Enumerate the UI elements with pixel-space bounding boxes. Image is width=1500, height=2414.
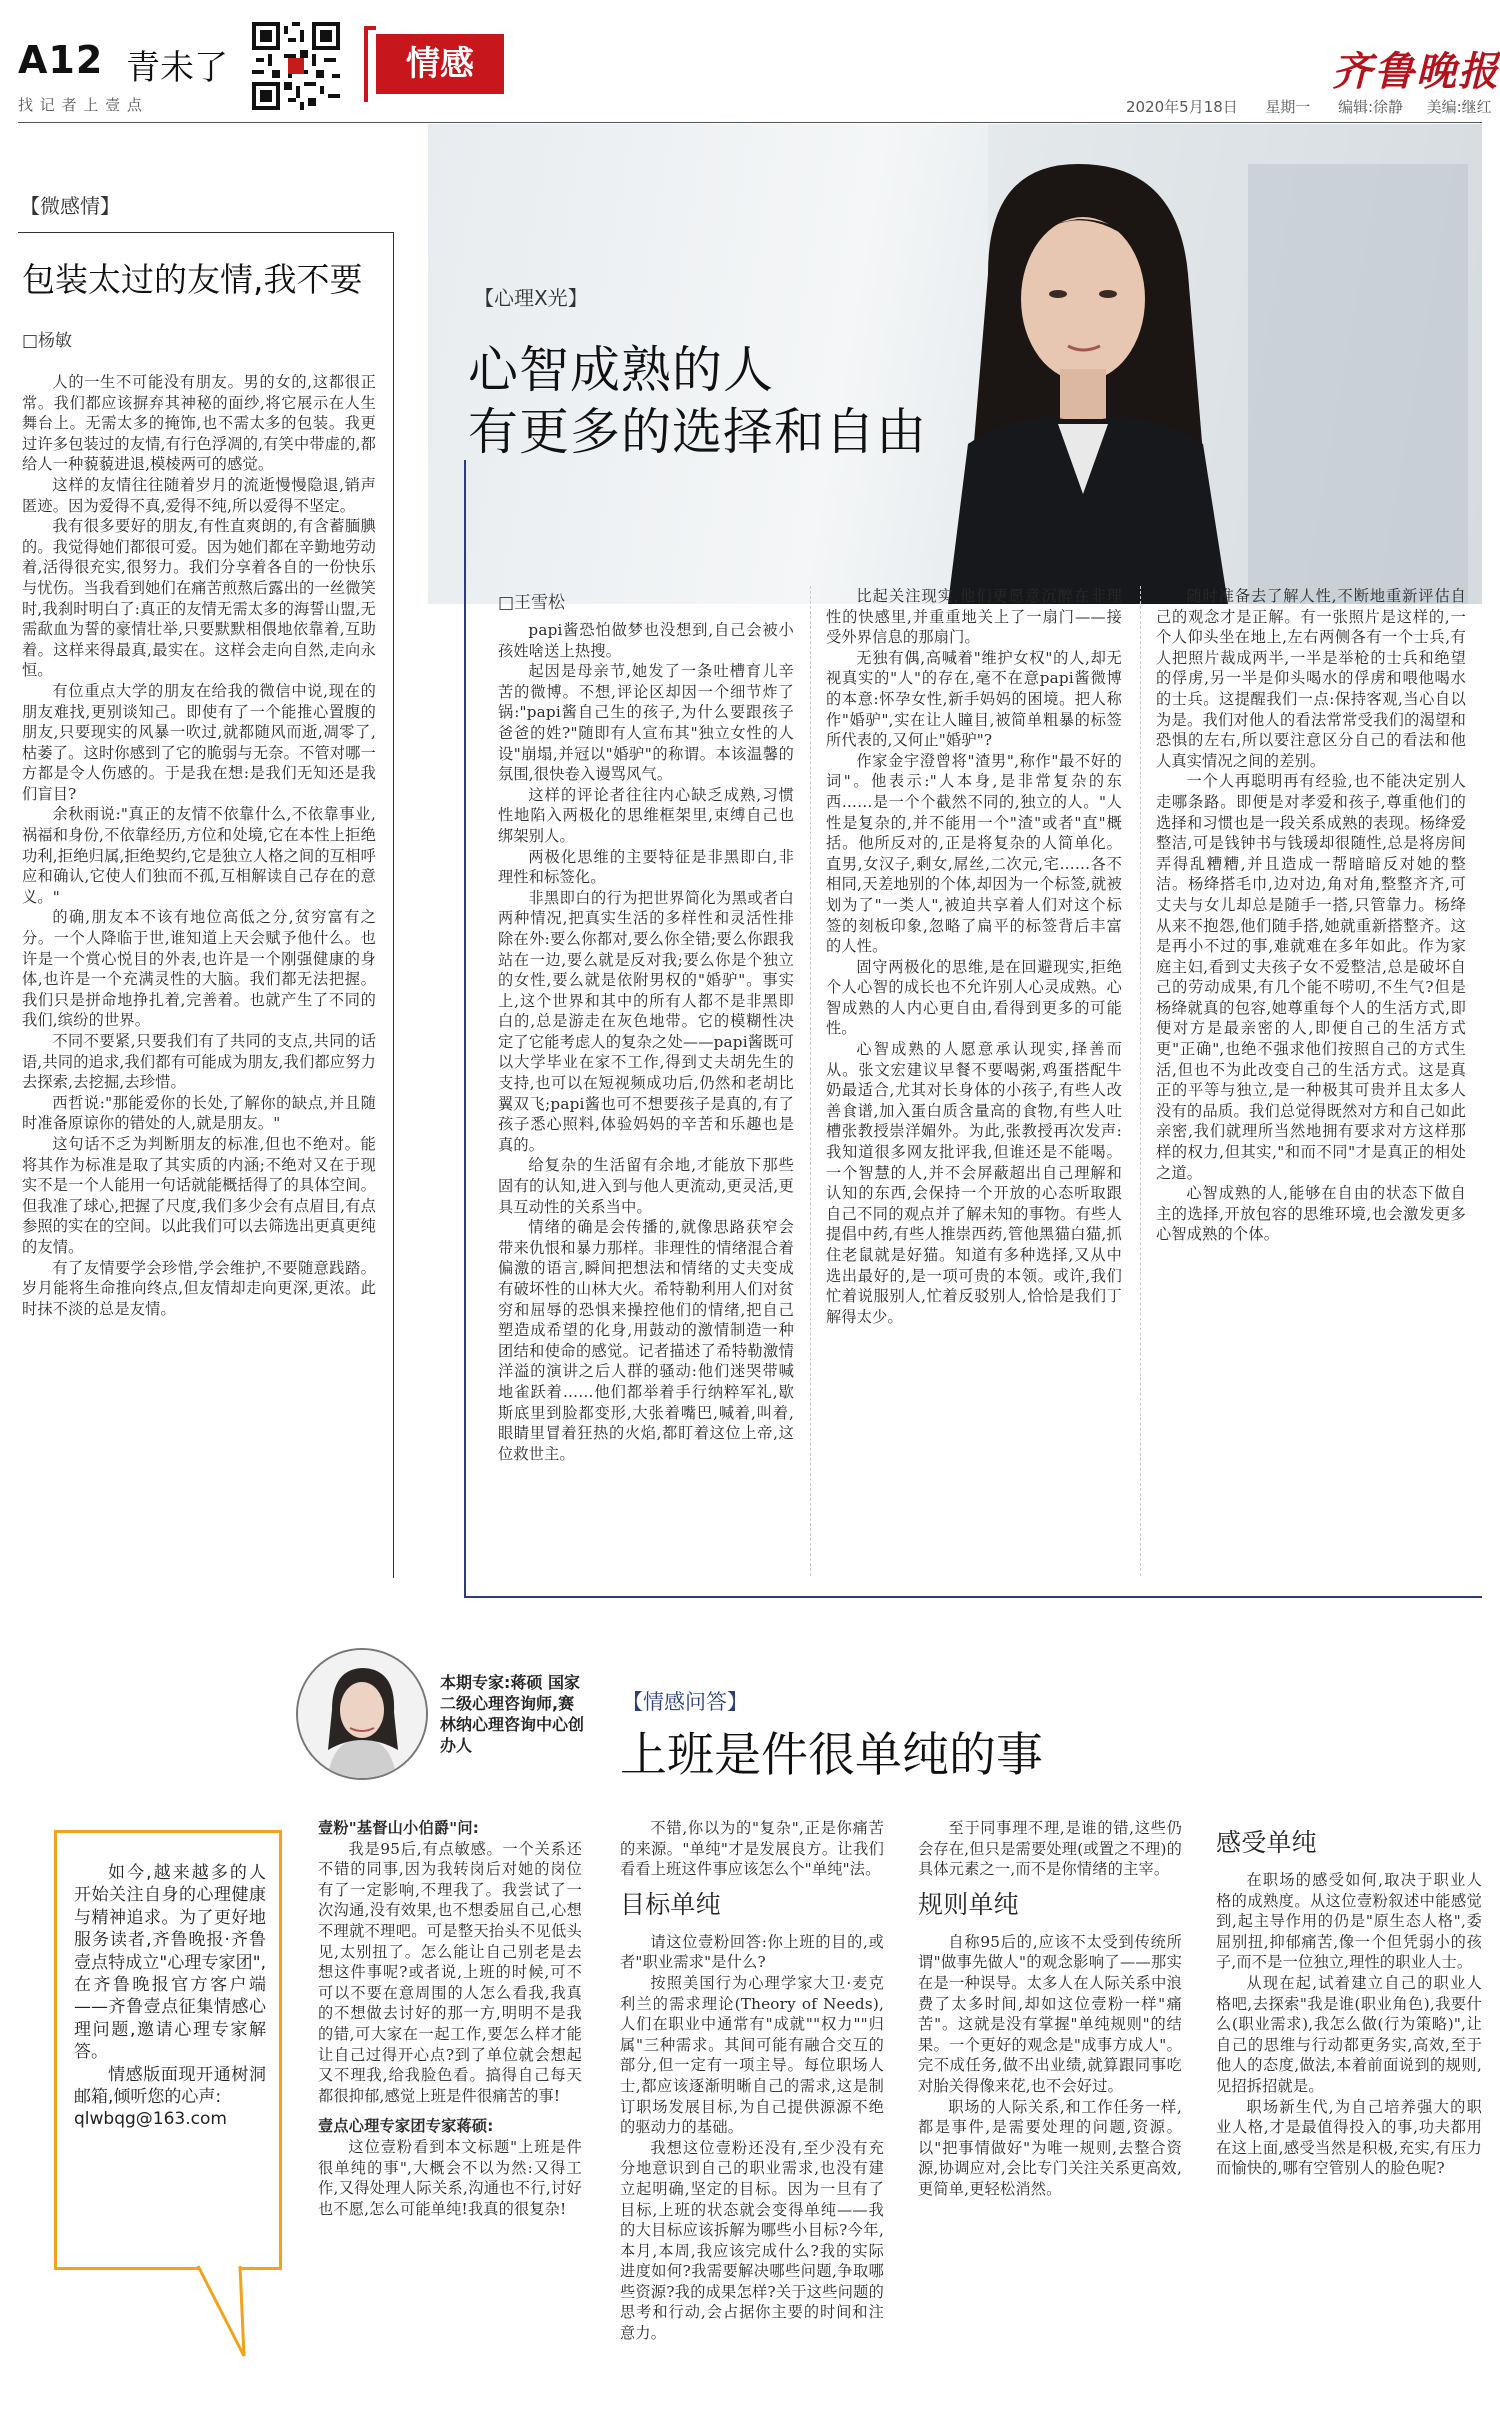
question-text: 我是95后,有点敏感。一个关系还不错的同事,因为我转岗后对她的岗位有了一定影响,不理我了。我尝试了一次沟通,没有效果,也不想委屈自己,心想不理就不理吧。可是整天抬头不见低头见,太别扭了。怎么能让自己别老是去想这件事呢?或者说,上班的时候,可不可以不要在意周围的人怎么看我,我真的不想做去讨好的那一方,明明不是我的错,可大家在一起工作,要怎么样才能让自己过得开心点?到了单位就会想起又不理我,给我脸色看。搞得自己每天都很抑郁,感觉上班是件很痛苦的事! xyxy=(318,1839,582,2105)
speech-bubble-tail-icon xyxy=(180,2264,250,2364)
channel-tab-corner xyxy=(364,26,376,102)
main-article-paragraph: 无独有偶,高喊着"维护女权"的人,却无视真实的"人"的存在,毫不在意papi酱微博的本意:怀孕女性,新手妈妈的困境。把人称作"婚驴",实在让人瞳目,被简单粗暴的标签所代表的,又何止"婚驴"? xyxy=(826,648,1122,750)
main-article-paragraph: 起因是母亲节,她发了一条吐槽育儿辛苦的微博。不想,评论区却因一个细节炸了锅:"papi酱自己生的孩子,为什么要跟孩子爸爸的姓?"随即有人宣布其"独立女性的人设"崩塌,并冠以"婚驴"的称谓。本该温馨的氛围,很快卷入谩骂风气。 xyxy=(498,662,794,784)
qr-code-icon xyxy=(252,22,340,110)
section-paragraph: 从现在起,试着建立自己的职业人格吧,去探索"我是谁(职业角色),我要什么(职业需求),我怎么做(行为策略)",让自己的思维与行动都更务实,高效,至于他人的态度,做法,本着前面说到的规则,见招拆招就是。 xyxy=(1216,1973,1482,2095)
question-label: 壹粉"基督山小伯爵"问: xyxy=(318,1819,479,1837)
left-article-body xyxy=(22,372,376,1319)
weekday: 星期一 xyxy=(1265,98,1311,116)
answer-paragraph: 这位壹粉看到本文标题"上班是件很单纯的事",大概会不以为然:又得工作,又得处理人际关系,沟通也不行,讨好也不愿,怎么可能单纯!我真的很复杂! xyxy=(318,2137,582,2218)
section-paragraph: 按照美国行为心理学家大卫·麦克利兰的需求理论(Theory of Needs),人们在职业中通常有"成就""权力""归属"三种需求。其间可能有融合交互的部分,但一定有一项主导。每位职场人士,都应该逐渐明晰自己的需求,这是制订职场发展目标,为自己提供源源不绝的驱动力的基础。 xyxy=(620,1973,884,2137)
editor: 编辑:徐静 xyxy=(1337,98,1404,116)
left-article-paragraph: 西哲说:"那能爱你的长处,了解你的缺点,并且随时准备原谅你的错处的人,就是朋友。" xyxy=(22,1093,376,1133)
left-article-title: 包装太过的友情,我不要 xyxy=(22,260,363,299)
channel-tab xyxy=(364,26,518,102)
left-article-paragraph: 有位重点大学的朋友在给我的微信中说,现在的朋友难找,更别谈知己。即使有了一个能推心置腹的朋友,只要现实的风暴一吹过,就都随风而逝,凋零了,枯萎了。这时你感到了它的脆弱与无奈。不管对哪一方都是令人伤感的。于是我在想:是我们无知还是我们盲目? xyxy=(22,681,376,803)
section-heading: 目标单纯 xyxy=(620,1889,721,1919)
left-article-paragraph: 不同不要紧,只要我们有了共同的支点,共同的话语,共同的追求,我们都有可能成为朋友,我们都应努力去探索,去挖掘,去珍惜。 xyxy=(22,1032,376,1092)
notice-text xyxy=(74,1862,266,2131)
answer-paragraph: 不错,你以为的"复杂",正是你痛苦的来源。"单纯"才是发展良方。让我们看看上班这件事应该怎么个"单纯"法。 xyxy=(620,1819,884,1879)
qa-col-4 xyxy=(1216,1818,1482,2179)
qa-col-1 xyxy=(318,1818,582,2219)
main-article-paragraph: 比起关注现实,他们更愿意沉醉在非理性的快感里,并重重地关上了一扇门——接受外界信息的那扇门。 xyxy=(826,587,1122,647)
left-article-paragraph: 这样的友情往往随着岁月的流逝慢慢隐退,销声匿迹。因为爱得不真,爱得不纯,所以爱得不坚定。 xyxy=(22,475,376,515)
main-article-paragraph: 随时准备去了解人性,不断地重新评估自己的观念才是正解。有一张照片是这样的,一个人仰头坐在地上,左右两侧各有一个士兵,有人把照片裁成两半,一半是举枪的士兵和绝望的俘虏,另一半是仰头喝水的俘虏和喂他喝水的士兵。这提醒我们一点:保持客观,当心自以为是。我们对他人的看法常常受我们的渴望和恐惧的左右,所以要注意区分自己的看法和他人真实情况之间的差别。 xyxy=(1156,587,1466,770)
qa-title: 上班是件很单纯的事 xyxy=(620,1728,1043,1783)
main-title-line1: 心智成熟的人 xyxy=(468,341,774,399)
section-paragraph: 职场新生代,为自己培养强大的职业人格,才是最值得投入的事,功夫都用在这上面,感受当然是积极,充实,有压力而愉快的,哪有空管别人的脸色呢? xyxy=(1216,2097,1482,2178)
column-divider xyxy=(810,586,811,1576)
main-article-paragraph: 心智成熟的人愿意承认现实,择善而从。张文宏建议早餐不要喝粥,鸡蛋搭配牛奶最适合,尤其对长身体的小孩子,有些人改善食谱,加入蛋白质含量高的食物,有些人吐槽张教授崇洋媚外。为此,张教授再次发声:我知道很多网友批评我,但谁还是不能喝。一个智慧的人,并不会屏蔽超出自己理解和认知的东西,会保持一个开放的心态听取跟自己不同的观点并了解未知的事物。有些人提倡中药,有些人推崇西药,管他黑猫白猫,抓住老鼠就是好猫。知道有多种选择,又从中选出最好的,是一项可贵的本领。或许,我们忙着说服别人,忙着反驳别人,恰恰是我们丁解得太少。 xyxy=(826,1040,1122,1326)
section-paragraph: 请这位壹粉回答:你上班的目的,或者"职业需求"是什么? xyxy=(620,1932,884,1972)
column-divider xyxy=(1140,586,1141,1576)
notice-mailbox: 情感版面现开通树洞邮箱,倾听您的心声: xyxy=(74,2064,266,2108)
main-article-author: □王雪松 xyxy=(498,593,566,613)
designer: 美编:继红 xyxy=(1426,98,1492,116)
left-article-paragraph: 余秋雨说:"真正的友情不依靠什么,不依靠事业,祸福和身份,不依靠经历,方位和处境,它在本性上拒绝功利,拒绝归属,拒绝契约,它是独立人格之间的互相呼应和确认,它使人们独而不孤,互相解读自己存在的意义。" xyxy=(22,805,376,906)
qa-tag: 【情感问答】 xyxy=(622,1690,748,1714)
notice-email[interactable]: qlwbqg@163.com xyxy=(74,2109,227,2130)
left-article-tag: 【微感情】 xyxy=(20,194,120,218)
main-title-line2: 有更多的选择和自由 xyxy=(468,403,927,461)
qa-col-2 xyxy=(620,1818,884,2344)
spacer xyxy=(318,2106,582,2116)
left-article-paragraph: 的确,朋友本不该有地位高低之分,贫穷富有之分。一个人降临于世,谁知道上天会赋予他什么。也许是一个赏心悦目的外表,也许是一个刚强健康的身体,也许是一个充满灵性的大脑。我们都无法把握。我们只是拼命地挣扎着,完善着。也就产生了不同的我们,缤纷的世界。 xyxy=(22,908,376,1030)
qa-col-3 xyxy=(918,1818,1182,2200)
main-article-paragraph: 情绪的确是会传播的,就像思路获窄会带来仇恨和暴力那样。非理性的情绪混合着偏激的语言,瞬间把想法和情绪的丈夫变成有破坏性的山林大火。希特勒利用人们对贫穷和屈辱的恐惧来操控他们的情绪,把自己塑造成希望的化身,用鼓动的激情制造一种团结和使命的感觉。记者描述了希特勒激情洋溢的演讲之后人群的骚动:他们迷哭带喊地雀跃着……他们都举着手行纳粹军礼,歇斯底里到脸都变形,大张着嘴巴,喊着,叫着,眼睛里冒着狂热的火焰,都盯着这位上帝,这位救世主。 xyxy=(498,1218,794,1463)
newspaper-logo: 齐鲁晚报 xyxy=(1332,48,1500,95)
expert-intro: 本期专家:蒋硕 国家二级心理咨询师,赛林纳心理咨询中心创办人 xyxy=(440,1673,585,1755)
main-article-col-2 xyxy=(826,586,1122,1327)
left-article-author: □杨敏 xyxy=(22,331,73,351)
left-article-paragraph: 这句话不乏为判断朋友的标准,但也不绝对。能将其作为标准是取了其实质的内涵;不绝对又在于现实不是一个人能用一句话就能概括得了的具体空间。但我准了球心,把握了尺度,我们多少会有点眉目,有点参照的实在的空间。以此我们可以去筛选出更真更纯的友情。 xyxy=(22,1134,376,1256)
left-article-paragraph: 人的一生不可能没有朋友。男的女的,这都很正常。我们都应该摒弃其神秘的面纱,将它展示在人生舞台上。无需太多的掩饰,也不需太多的包装。我更过许多包装过的友情,有行色浮凋的,有笑中带虚的,都给人一种藐藐进退,模棱两可的感觉。 xyxy=(22,373,376,474)
answer-label: 壹点心理专家团专家蒋硕: xyxy=(318,2117,494,2136)
main-article-paragraph: 固守两极化的思维,是在回避现实,拒绝个人心智的成长也不允许别人心灵成熟。心智成熟的人内心更自由,看得到更多的可能性。 xyxy=(826,957,1122,1038)
main-article-paragraph: 这样的评论者往往内心缺乏成熟,习惯性地陷入两极化的思维框架里,束缚自己也绑架别人。 xyxy=(498,785,794,845)
section-paragraph: 我想这位壹粉还没有,至少没有充分地意识到自己的职业需求,也没有建立起明确,坚定的目标。因为一旦有了目标,上班的状态就会变得单纯——我的大目标应该拆解为哪些小目标?今年,本月,本周,我应该完成什么?我的实际进度如何?我需要解决哪些问题,争取哪些资源?我的成果怎样?关于这些问题的思考和行动,会占据你主要的时间和注意力。 xyxy=(620,2138,884,2343)
section-subtitle: 找 记 者 上 壹 点 xyxy=(18,96,143,114)
main-article-tag: 【心理X光】 xyxy=(474,286,588,310)
left-article-paragraph: 有了友情要学会珍惜,学会维护,不要随意践踏。岁月能将生命推向终点,但友情却走向更深,更浓。此时抹不淡的总是友情。 xyxy=(22,1258,376,1318)
section-heading: 感受单纯 xyxy=(1216,1828,1317,1857)
main-article-col-1 xyxy=(498,620,794,1464)
page-number: A12 xyxy=(18,38,104,82)
main-article-paragraph: 作家金宇澄曾将"渣男",称作"最不好的词"。他表示:"人本身,是非常复杂的东西……是一个个截然不同的,独立的人。"人性是复杂的,并不能用一个"渣"或者"直"概括。他所反对的,正是将复杂的人简单化。直男,女汉子,剩女,屌丝,二次元,宅……各不相同,天差地别的个体,却因为一个标签,就被划为了"一类人",被迫共享着人们对这个标签的刻板印象,忽略了扁平的标签背后丰富的人性。 xyxy=(826,751,1122,956)
main-article-col-3 xyxy=(1156,586,1466,1245)
channel-label: 情感 xyxy=(376,34,504,94)
main-article-paragraph: 心智成熟的人,能够在自由的状态下做自主的选择,开放包容的思维环境,也会激发更多心智成熟的个体。 xyxy=(1156,1184,1466,1244)
header-meta xyxy=(1126,96,1492,117)
notice-paragraph: 如今,越来越多的人开始关注自身的心理健康与精神追求。为了更好地服务读者,齐鲁晚报·齐鲁壹点特成立"心理专家团",在齐鲁晚报官方客户端——齐鲁壹点征集情感心理问题,邀请心理专家解答。 xyxy=(74,1863,266,2063)
main-article-paragraph: 非黑即白的行为把世界简化为黑或者白两种情况,把真实生活的多样性和灵活性排除在外:要么你都对,要么你全错;要么你跟我站在一边,要么就是反对我;要么你是个独立的女性,要么就是依附男权的"婚驴"。事实上,这个世界和其中的所有人都不是非黑即白的,总是游走在灰色地带。它的模糊性决定了它能考虑人的复杂之处——papi酱既可以大学毕业在家不工作,得到丈夫胡先生的支持,也可以在短视频成功后,仍然和老胡比翼双飞;papi酱也可不想要孩子是真的,有了孩子悉心照料,体验妈妈的辛苦和乐趣也是真的。 xyxy=(498,888,794,1154)
section-paragraph: 自称95后的,应该不太受到传统所谓"做事先做人"的观念影响了——那实在是一种误导。太多人在人际关系中浪费了太多时间,却如这位壹粉一样"痛苦"。这就是没有掌握"单纯规则"的结果。一个更好的观念是"成事方成人"。完不成任务,做不出业绩,就算跟同事吃对胎关得像来花,也不会好过。 xyxy=(918,1932,1182,2095)
issue-date: 2020年5月18日 xyxy=(1126,98,1238,116)
left-article-paragraph: 我有很多要好的朋友,有性直爽朗的,有含蓄腼腆的。我觉得她们都很可爱。因为她们都在辛勤地劳动着,活得很充实,很努力。我们分享着各自的一份快乐与忧伤。当我看到她们在痛苦煎熬后露出的一丝微笑时,我刹时明白了:真正的友情无需太多的海誓山盟,无需歃血为誓的豪情壮举,只要默默相偎地依靠着,互助着。这样来得最真,最实在。这样会走向自然,走向永恒。 xyxy=(22,517,376,680)
section-paragraph: 在职场的感受如何,取决于职业人格的成熟度。从这位壹粉叙述中能感觉到,起主导作用的仍是"原生态人格",委屈别扭,抑郁痛苦,像一个但凭弱小的孩子,而不是一位独立,理性的职业人士。 xyxy=(1216,1871,1482,1972)
main-article-paragraph: 一个人再聪明再有经验,也不能决定别人走哪条路。即便是对孝爱和孩子,尊重他们的选择和习惯也是一段关系成熟的表现。杨绛爱整洁,可是钱钟书与钱瑗却很随性,总是将房间弄得乱糟糟,并且造成一帮暗暗反对她的整洁。杨绛搭毛巾,边对边,角对角,整整齐齐,可丈夫与女儿却总是随手一搭,只管靠力。杨绛从来不抱怨,他们随手搭,她就重新搭整齐。这是再小不过的事,难就难在多年如此。作为家庭主妇,看到丈夫孩子女不爱整洁,总是破坏自己的劳动成果,有几个能不唠叨,不生气?但是杨绛就真的包容,她尊重每个人的生活方式,即便对方是最亲密的人,即便自己的生活方式更"正确",也绝不强求他们按照自己的方式生活,但也不为此改变自己的生活方式。这是真正的平等与独立,是一种极其可贵并且太多人没有的品质。我们总觉得既然对方和自己如此亲密,我们就理所当然地拥有要求对方这样那样的权力,但其实,"和而不同"才是真正的相处之道。 xyxy=(1156,772,1466,1182)
main-article-paragraph: papi酱恐怕做梦也没想到,自己会被小孩姓啥送上热搜。 xyxy=(498,621,794,660)
section-paragraph: 至于同事理不理,是谁的错,这些仍会存在,但只是需要处理(或置之不理)的具体元素之一,而不是你情绪的主宰。 xyxy=(918,1819,1182,1879)
main-article-paragraph: 两极化思维的主要特征是非黑即白,非理性和标签化。 xyxy=(498,847,794,887)
expert-avatar xyxy=(296,1648,428,1780)
section-heading: 规则单纯 xyxy=(918,1889,1019,1919)
main-article-paragraph: 给复杂的生活留有余地,才能放下那些固有的认知,进入到与他人更流动,更灵活,更具互动性的关系当中。 xyxy=(498,1156,794,1216)
header-rule xyxy=(18,122,1482,123)
section-name: 青未了 xyxy=(126,48,228,88)
section-paragraph: 职场的人际关系,和工作任务一样,都是事件,是需要处理的问题,资源。以"把事情做好"为唯一规则,去整合资源,协调应对,会比专门关注关系更高效,更简单,更轻松消然。 xyxy=(918,2097,1182,2198)
